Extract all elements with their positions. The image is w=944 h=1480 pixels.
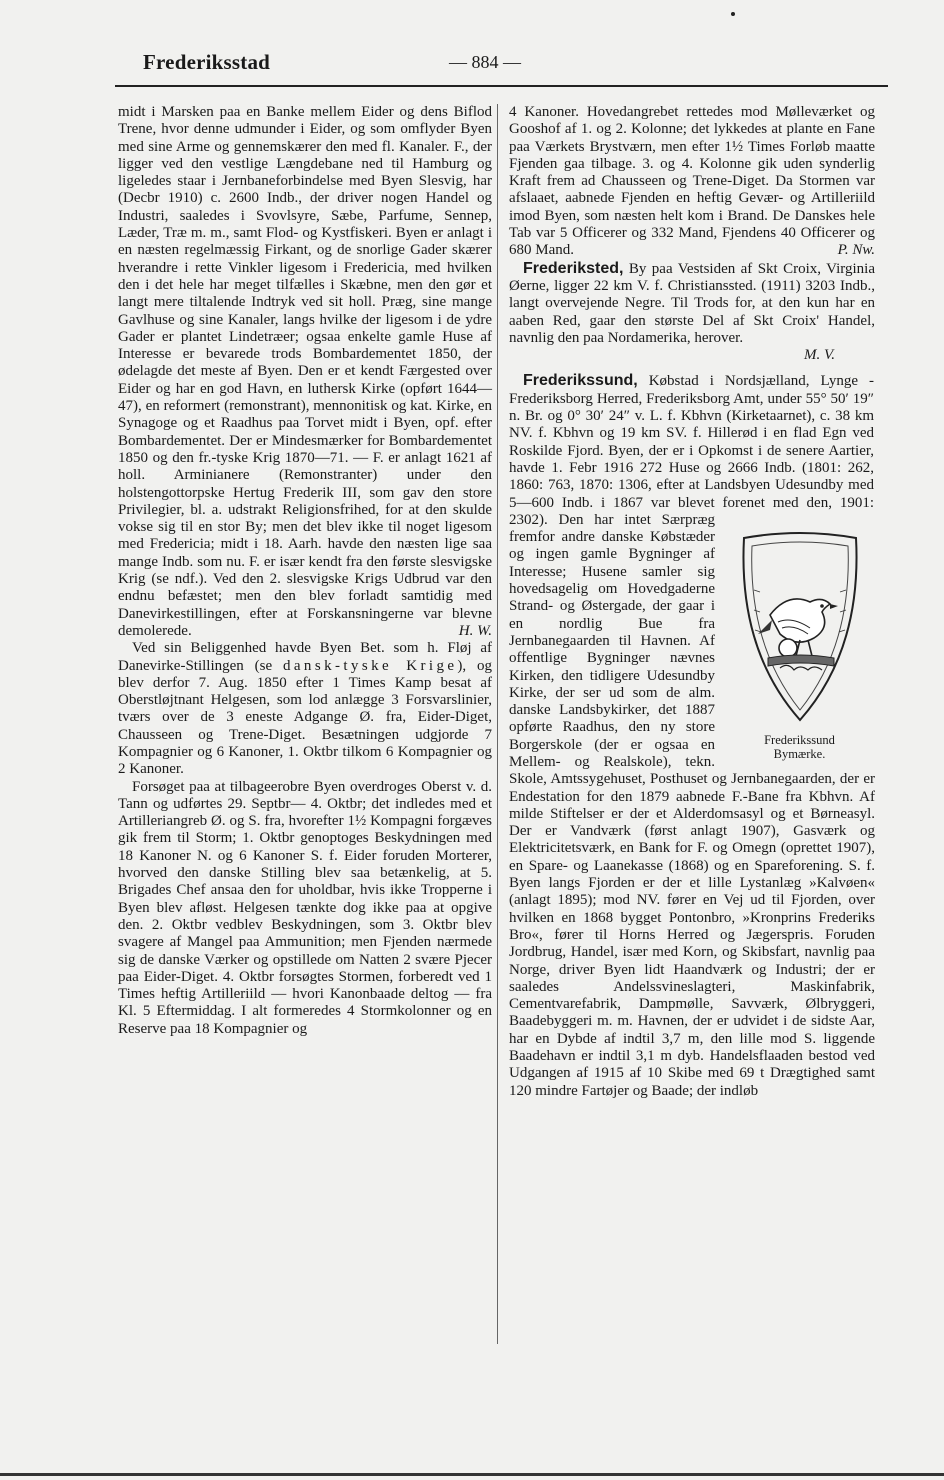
entry-frederiksted xyxy=(509,260,875,365)
paragraph-text: Købstad i Nordsjælland, Lynge - Frederiksborg Herred, Frederiksborg Amt, under 55° 50′ 19″ n. Br. og 0° 30′ 24″ v. L. f. Kbhvn (Kirketaarnet), c. 38 km NV. f. Kbhvn og 19 km SV. f. Hillerød i en flad Egn ved Roskilde Fjord. Byen, der er i Opkomst i de senere Aartier, havde 1. Febr 1916 272 Huse og 2666 Indb. (1801: 262, 1860: 763, 1870: 1306, efter at Landsbyen Udesundby med 5—600 Indb. i 1867 var blevet forenet med den, 1901: 2302). Den har intet Særpræg fremfor andre danske Købstæder og ingen gamle Bygninger af Interesse; Husene samler sig hovedsagelig om Hovedgaderne Strand- og Østergade, der gaar i en nordlig Bue fra Jernbanegaarden til Havnen. Af offentlige Bygninger nævnes Kirken, den tidligere Udesundby Kirke, der ser ud som de alm. danske Landsbykirker, det 1887 opførte Raadhus, den ny store Borgerskole (der er ogsaa en Mellem- og Realskole), tekn. Skole, Amtssygehuset, Posthuset og Jernbanegaarden, der er Endestation for den 1879 aabnede F.-Bane fra Kbhvn. Af milde Stiftelser er der et Alderdomsasyl og et Børneasyl. Der er Vandværk (først anlagt 1907), Gasværk og Elektricitetsværk, en Bank for F. og Omegn (oprettet 1907), en Spare- og Laanekasse (1868) og en Spareforening. S. f. Byen langs Fjorden er der et lille Lystanlæg »Kalvøen« (anlagt 1895); mod NV. fører en Vej ud til Fjorden, over hvilken en 1868 bygget Pontonbro, »Kronprins Frederiks Bro«, fører til Horns Herred og Jægerspris. Foruden Jordbrug, Handel, især med Korn, og Skibsfart, navnlig paa Norge, driver Byen lidt Haandværk og Industri; der er saaledes Andelssvineslagteri, Maskinfabrik, Cementvarefabrik, Dampmølle, Savværk, Ølbryggeri, Baadebyggeri m. m. Havnen, der er udvidet i de sidste Aar, har en Dybde af indtil 3,7 m, den lille mod S. liggende Baadehavn er indtil 3,1 m dyb. Handelsflaaden bestod ved Udgangen af 1915 af 10 Skibe med 69 t Drægtighed samt 120 mindre Fartøjer og Baade; der indløb xyxy=(509,373,875,1099)
figure-caption-title: Frederikssund xyxy=(764,733,835,747)
scan-edge xyxy=(0,1473,944,1476)
entry-headword: Frederikssund, xyxy=(523,372,638,390)
paragraph-siege-continued xyxy=(509,104,875,260)
left-column xyxy=(118,104,492,1038)
paragraph-frederiksstad-description xyxy=(118,104,492,640)
author-signature: M. V. xyxy=(804,347,835,364)
coat-of-arms-image xyxy=(730,530,870,730)
column-divider xyxy=(497,104,498,1344)
paragraph-military-history xyxy=(118,640,492,778)
paragraph-text: Ved sin Beliggenhed havde Byen Bet. som h. Fløj af Danevirke-Stillingen (se xyxy=(118,640,492,674)
author-signature: H. W. xyxy=(458,622,492,639)
paragraph-text: 4 Kanoner. Hovedangrebet rettedes mod Mølleværket og Gooshof af 1. og 2. Kolonne; det lykkedes at plante en Fane paa Værkets Brystværn, men efter 1½ Times Forløb maatte Fjenden gaa tilbage. 3. og 4. Kolonne gik uden synderlig Kraft frem ad Chausseen og Trene-Diget. Da Stormen var afslaaet, aabnede Fjenden en heftig Gevær- og Artilleriild imod Byen, som næsten helt kom i Brand. De Danskes hele Tab var 5 Officerer og 332 Mand, Fjendens 40 Officerer og 680 Mand. xyxy=(509,104,875,259)
paragraph-text: By paa Vestsiden af Skt Croix, Virginia Øerne, ligger 22 km V. f. Christianssted. (1911) 3203 Indb., langt overvejende Negre. Til Trods for, at den kun har en aaben Red, gaar den største Del af Skt Croix' Handel, navnlig den paa Nordamerika, herover. xyxy=(509,260,875,346)
running-title: Frederiksstad xyxy=(143,50,271,74)
author-signature: P. Nw. xyxy=(837,242,875,259)
header-rule xyxy=(115,85,888,87)
cross-reference: dansk-tyske Krige xyxy=(282,657,458,674)
paragraph-text: ), og blev derfor 7. Aug. 1850 efter 1 Times Kamp besat af Oberstløjtnant Helgesen, som lod anlægge 3 Forsvarslinier, tværs over de 3 eneste Adgange Ø. fra, Eider-Diget, Chausseen og Trene-Diget. Besætningen udgjorde 7 Kompagnier og 6 Kanoner, 1. Oktbr tilkom 6 Kompagnier og 2 Kanoner. xyxy=(118,657,493,778)
figure-offset xyxy=(874,372,875,528)
figure-caption-subtitle: Bymærke. xyxy=(773,747,826,761)
coat-of-arms-figure xyxy=(722,528,877,767)
page-header xyxy=(0,50,944,80)
entry-headword: Frederiksted, xyxy=(523,259,624,277)
ink-speck xyxy=(731,12,735,16)
paragraph-siege xyxy=(118,779,492,1038)
page-number: — 884 — xyxy=(449,52,521,72)
paragraph-text: Forsøget paa at tilbageerobre Byen overdroges Oberst v. d. Tann og udførtes 29. Septbr— 4. Oktbr; det indledes med et Artilleriangreb Ø. og S. fra, hvorefter 1½ Kompagni forgæves gik frem til Storm; 1. Oktbr genoptoges Beskydningen med 18 Kanoner N. og 6 Kanoner S. f. Eider foruden Morterer, hvorved den danske Stilling blev saa betænkelig, at 5. Brigades Chef ansaa den for uholdbar, hvis ikke Tropperne i Byen blev afløst. Helgesen tænkte dog ikke paa at opgive den. 2. Oktbr vedblev Beskydningen, som 3. Oktbr blev svagere af Mangel paa Ammunition; men Fjenden nærmede sig de danske Værker og opstillede om Natten 2 svære Pjecer paa Eider-Diget. 4. Oktbr forsøgtes Stormen, forberedt ved 1 Times heftig Artilleriild — hvori Kanonbaade deltog — fra Kl. 5 Eftermiddag. I alt formeredes 4 Stormkolonner og en Reserve paa 18 Kompagnier og xyxy=(118,778,492,1037)
paragraph-text: midt i Marsken paa en Banke mellem Eider og dens Biflod Trene, hvor denne udmunder i Eider, og som omflyder Byen med sine Arme og gennemskærer den med fl. Kanaler. F., der ligger ved den vestlige Længdebane ned til Hamburg og ligeledes staar i Jernbaneforbindelse med Byen Slesvig, har (Decbr 1910) c. 2600 Indb., der driver nogen Handel og Industri, saaledes i Svovlsyre, Sæbe, Parfume, Sennep, Læder, Træ m. m., samt Flod- og Kystfiskeri. Byen er anlagt i en næsten regelmæssig Firkant, og de snorlige Gader skærer hverandre i rette Vinkler ligesom i Fredericia, med hvilken den i det hele har meget tilfælles i Skæbne, men den gør et langt mere tiltalende Indtryk ved sit holl. Præg, sine mange Gavlhuse og sine Kanaler, langs hvilke der ligesom i de ydre Gader er plantet Lindetræer; ogsaa enkelte gamle Huse af Interesse er bevarede trods Bombardementet 1850, der ødelagde det meste af Byen. Den er et kendt Færgested over Eider og har en god Havn, en luthersk Kirke (opført 1644—47), en reformert (remonstrant), mennonitisk og kat. Kirke, en Synagoge og et Raadhus paa Torvet midt i Byen, opf. efter Bombardementet. Der er Mindesmærker for Bombardementet 1850 og den fr.-tyske Krig 1870—71. — F. er anlagt 1621 af holl. Arminianere (Remonstranter) under den holstengottorpske Hertug Frederik III, som gav den store Privilegier, bl. a. udstrakt Religionsfrihed, for at den skulde vokse sig til en stor By; men det blev ikke til noget ligesom med Fredericia; midt i 18. Aarh. havde den næsten lige saa mange Indb. som nu. F. er især kendt fra den første slesvigske Krig (se ndf.). Ved den 2. slesvigske Krigs Udbrud var den endnu befæstet; men den blev forladt samtidig med Danevirkestillingen, efter at Forskansningerne var blevne demolerede. xyxy=(118,104,492,639)
